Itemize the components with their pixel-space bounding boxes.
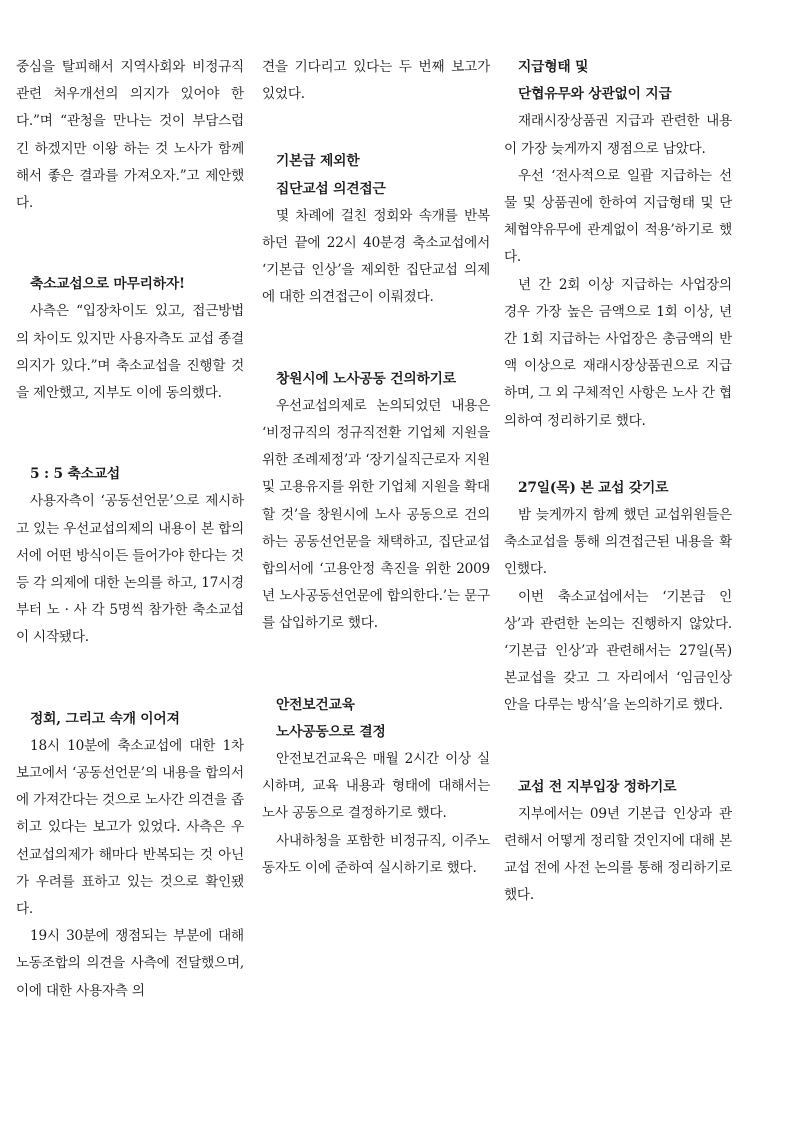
section-heading-five-five: 5 : 5 축소교섭 <box>30 466 121 483</box>
section-heading-payment-line2: 단협유무와 상관없이 지급 <box>518 86 672 103</box>
paragraph: 19시 30분에 쟁점되는 부분에 대해 노동조합의 의견을 사측에 전달했으며, 이에 대한 사용자측 의 <box>16 928 244 999</box>
section-heading-branch-position: 교섭 전 지부입장 정하기로 <box>518 778 677 795</box>
column-left <box>16 54 244 1005</box>
paragraph: 안전보건교육은 매월 2시간 이상 실시하며, 교육 내용과 형태에 대해서는 노사 공동으로 결정하기로 했다. <box>262 751 490 822</box>
section-heading-recess: 정회, 그리고 속개 이어져 <box>30 710 180 727</box>
section-heading-base-pay-line2: 집단교섭 의견접근 <box>276 180 386 197</box>
paragraph: 몇 차례에 걸친 정회와 속개를 반복하던 끝에 22시 40분경 축소교섭에서 ‘기본급 인상’을 제외한 집단교섭 의제에 대한 의견접근이 이뤄졌다. <box>262 207 490 306</box>
paragraph-continued: 견을 기다리고 있다는 두 번째 보고가 있었다. <box>262 59 490 103</box>
paragraph: 이번 축소교섭에서는 ‘기본급 인상’과 관련한 논의는 진행하지 않았다. ‘기본급 인상’과 관련해서는 27일(목) 본교섭을 갖고 그 자리에서 ‘임금인상 안을 다루는 방식’을 논의하기로 했다. <box>504 588 732 714</box>
paragraph: 우선 ‘전사적으로 일괄 지급하는 선물 및 상품권에 한하여 지급형태 및 단체협약유무에 관계없이 적용’하기로 했다. <box>504 167 732 266</box>
section-heading-shrink-negotiation: 축소교섭으로 마무리하자! <box>30 276 185 293</box>
paragraph: 재래시장상품권 지급과 관련한 내용이 가장 늦게까지 쟁점으로 남았다. <box>504 113 732 157</box>
paragraph: 년 간 2회 이상 지급하는 사업장의 경우 가장 높은 금액으로 1회 이상, 년 간 1회 지급하는 사업장은 총금액의 반액 이상으로 재래시장상품권으로 지급하며, 그 외 구체적인 사항은 노사 간 협의하여 정리하기로 했다. <box>504 276 732 429</box>
column-right <box>504 54 732 910</box>
paragraph: 사용자측이 ‘공동선언문’으로 제시하고 있는 우선교섭의제의 내용이 본 합의서에 어떤 방식이든 들어가야 한다는 것 등 각 의제에 대한 논의를 하고, 17시경부터 노 · 사 각 5명씩 참가한 축소교섭이 시작됐다. <box>16 493 244 646</box>
section-heading-base-pay-line1: 기본급 제외한 <box>276 153 360 170</box>
paragraph: 밤 늦게까지 함께 했던 교섭위원들은 축소교섭을 통해 의견접근된 내용을 확인했다. <box>504 507 732 578</box>
paragraph-continued: 중심을 탈피해서 지역사회와 비정규직 관련 처우개선의 의지가 있어야 한다.”며 “관청을 만나는 것이 부담스럽긴 하겠지만 이왕 하는 것 노사가 함께 해서 좋은 결과를 가져오자.”고 제안했다. <box>16 59 244 212</box>
paragraph: 사측은 “입장차이도 있고, 접근방법의 차이도 있지만 사용자측도 교섭 종결의지가 있다.”며 축소교섭을 진행할 것을 제안했고, 지부도 이에 동의했다. <box>16 303 244 402</box>
section-heading-safety-line1: 안전보건교육 <box>276 696 355 713</box>
section-heading-changwon: 창원시에 노사공동 건의하기로 <box>276 370 456 387</box>
paragraph: 사내하청을 포함한 비정규직, 이주노동자도 이에 준하여 실시하기로 했다. <box>262 832 490 876</box>
section-heading-payment-line1: 지급형태 및 <box>518 59 589 75</box>
section-heading-main-negotiation: 27일(목) 본 교섭 갖기로 <box>518 479 669 496</box>
paragraph: 우선교섭의제로 논의되었던 내용은 ‘비정규직의 정규직전환 기업체 지원을 위한 조례제정’과 ‘장기실직근로자 지원 및 고용유지를 위한 기업체 지원을 확대할 것’을 창원시에 노사 공동으로 건의하는 공동선언문을 채택하고, 집단교섭 합의서에 ‘고용안정 촉진을 위한 2009년 노사공동선언문에 합의한다.’는 문구를 삽입하기로 했다. <box>262 397 490 632</box>
paragraph: 18시 10분에 축소교섭에 대한 1차 보고에서 ‘공동선언문’의 내용을 합의서에 가져간다는 것으로 노사간 의견을 좁히고 있다는 보고가 있었다. 사측은 우선교섭의제가 해마다 반복되는 것 아닌가 우려를 표하고 있는 것으로 확인됐다. <box>16 737 244 918</box>
column-middle <box>262 54 490 882</box>
section-heading-safety-line2: 노사공동으로 결정 <box>276 723 386 740</box>
paragraph: 지부에서는 09년 기본급 인상과 관련해서 어떻게 정리할 것인지에 대해 본 교섭 전에 사전 논의를 통해 정리하기로 했다. <box>504 805 732 904</box>
